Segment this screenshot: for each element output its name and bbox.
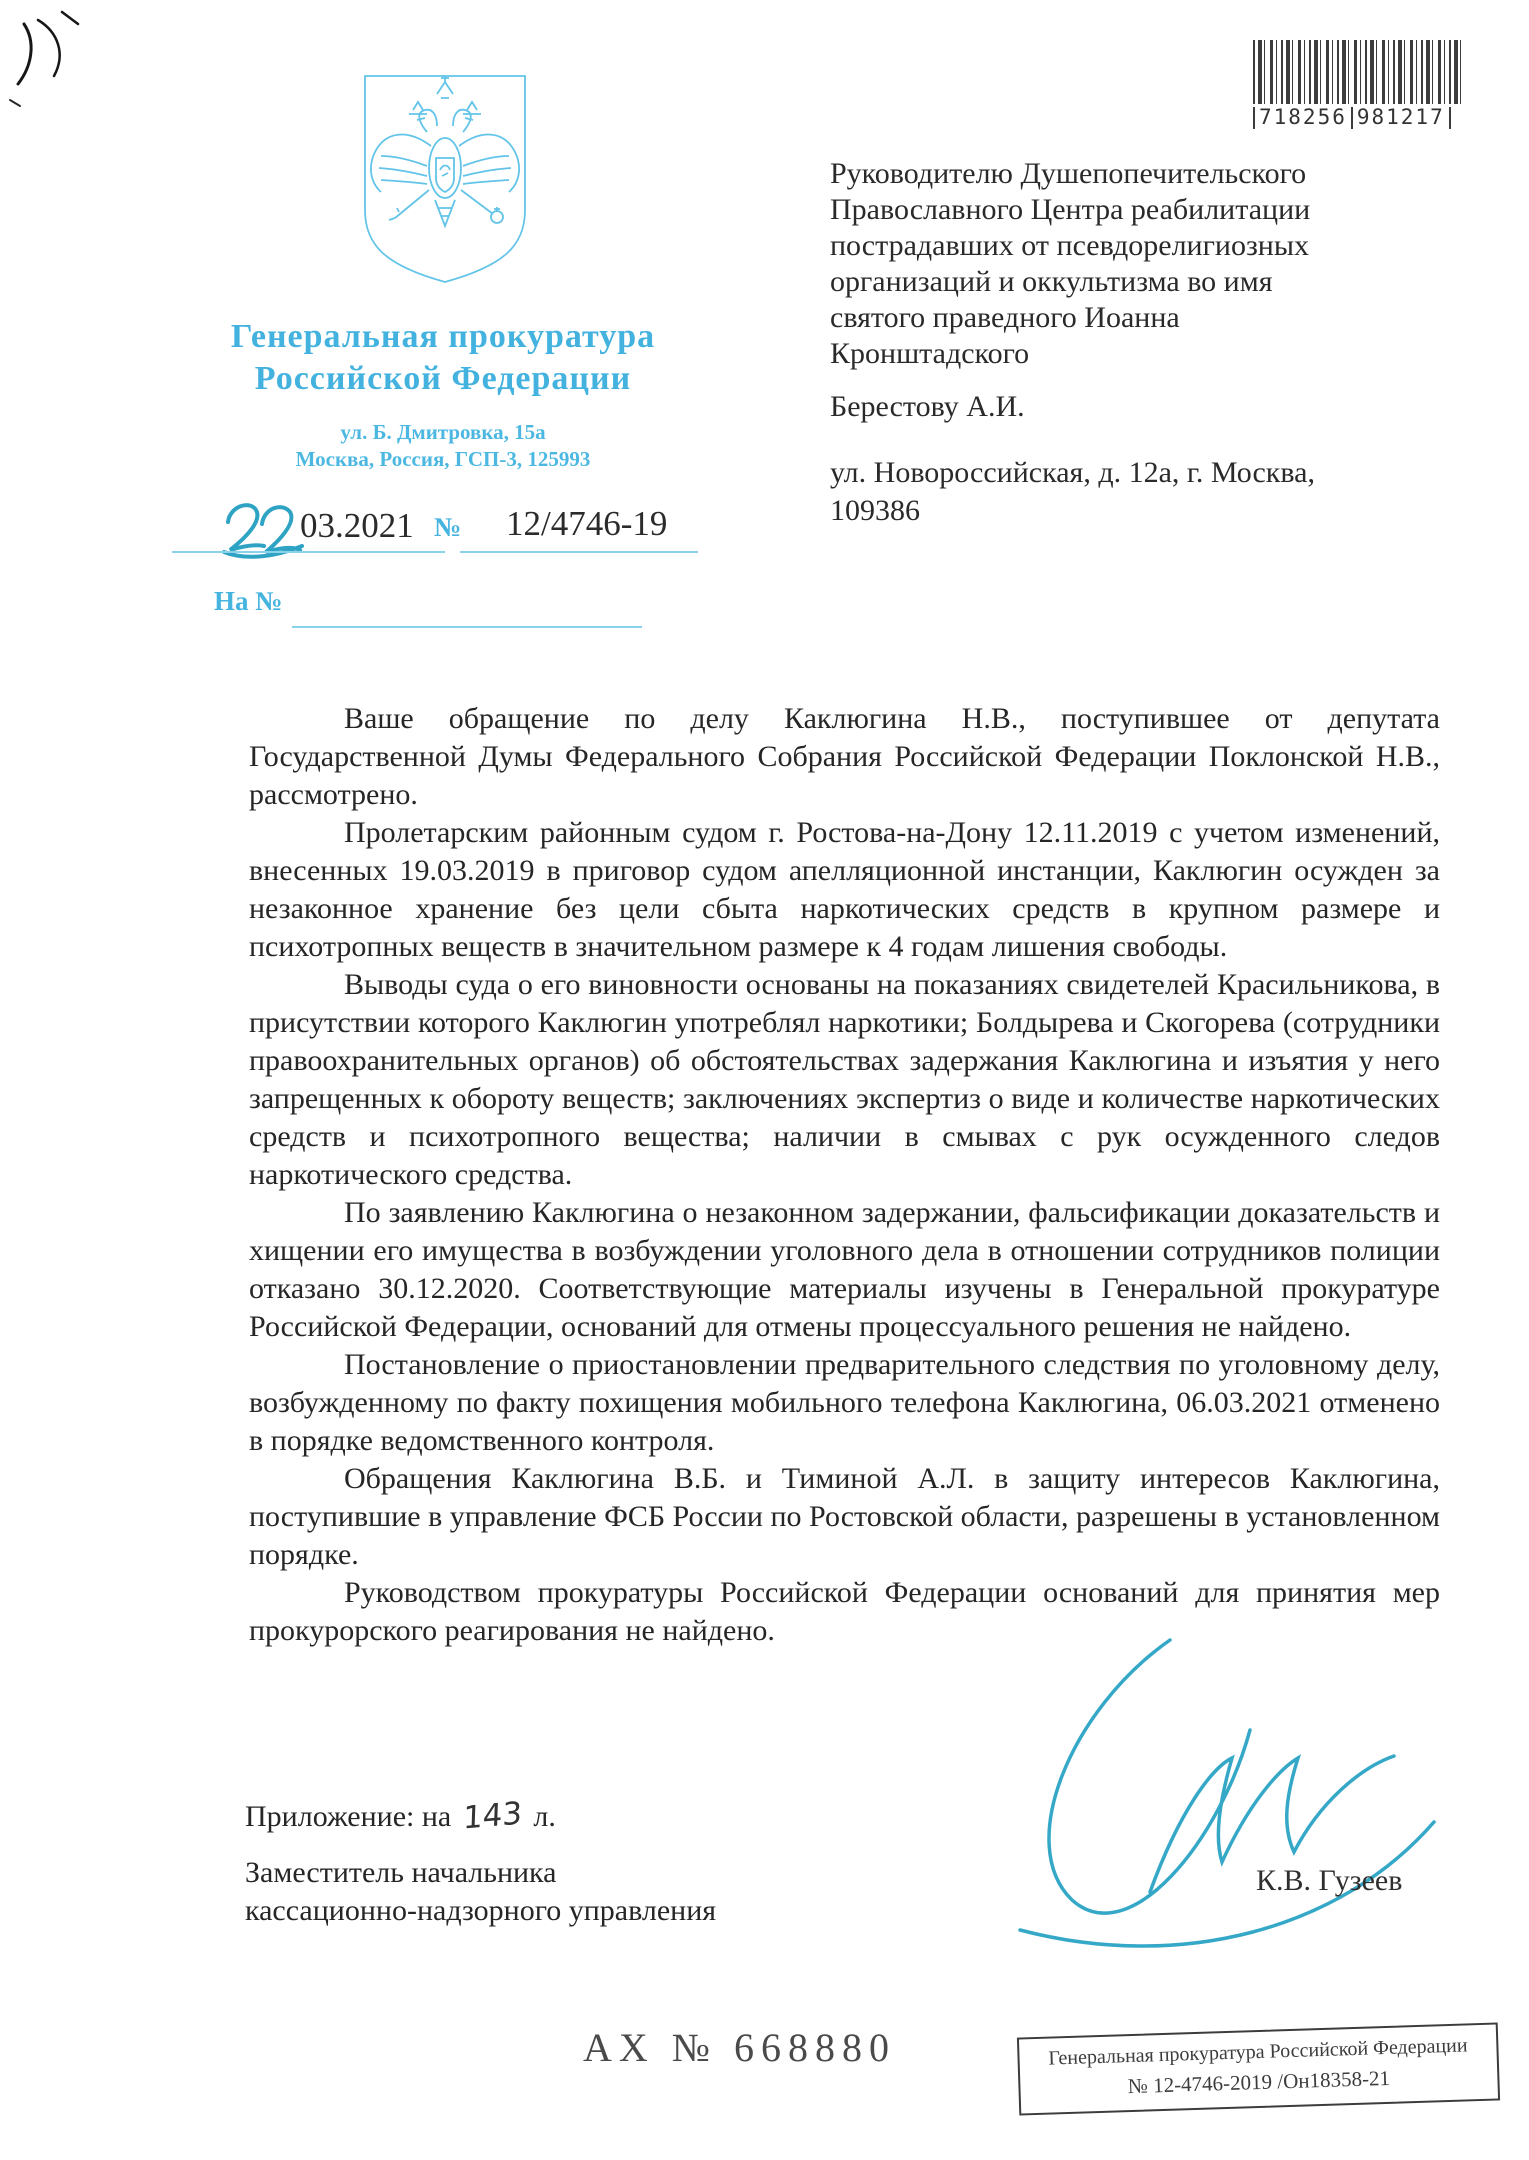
body-paragraph: Постановление о приостановлении предварительного следствия по уголовному делу, возбужденному по факту похищения мобильного телефона Каклюгина, 06.03.2021 отменено в порядке ведомственного контроля. xyxy=(249,1348,1440,1457)
recipient-line: Кронштадского xyxy=(830,337,1030,370)
signer-name: К.В. Гузеев xyxy=(1256,1864,1403,1897)
body-paragraph: Руководством прокуратуры Российской Федерации оснований для принятия мер прокурорского реагирования не найдено. xyxy=(249,1576,1440,1647)
org-address-line2: Москва, Россия, ГСП-3, 125993 xyxy=(295,447,591,471)
barcode-guard-bar xyxy=(1351,107,1353,129)
addressee-name: Берестову А.И. xyxy=(830,390,1025,423)
reply-to-underline xyxy=(292,626,642,628)
recipient-line: святого праведного Иоанна xyxy=(830,301,1180,334)
letter-body xyxy=(249,700,1440,1650)
registry-stamp-number: № 12-4746-2019 /Он18358-21 xyxy=(1127,2065,1391,2099)
recipient-line: организаций и оккультизма во имя xyxy=(830,265,1273,298)
signer-title-line1: Заместитель начальника xyxy=(245,1856,557,1889)
reply-to-label: На № xyxy=(214,586,283,616)
barcode-guard-bar xyxy=(1253,107,1255,129)
date-underline xyxy=(172,551,445,553)
recipient-line: пострадавших от псевдорелигиозных xyxy=(830,229,1310,262)
recipient-address-line2: 109386 xyxy=(830,494,920,527)
registry-stamp-box xyxy=(1017,2022,1500,2115)
attachment-line xyxy=(245,1795,556,1837)
signer-title-line2: кассационно-надзорного управления xyxy=(245,1894,717,1927)
barcode xyxy=(1253,40,1465,129)
org-name-line2: Российской Федерации xyxy=(254,360,632,397)
body-paragraph: Выводы суда о его виновности основаны на показаниях свидетелей Красильникова, в присутствии которого Каклюгин употреблял наркотики; Болдырева и Скогорева (сотрудники правоохранительных органов) об обстоятельствах задержания Каклюгина и изъятия у него запрещенных к обороту веществ; заключениях экспертиз о виде и количестве наркотических средств и психотропного вещества; наличии в смывах с рук осужденного следов наркотического средства. xyxy=(249,968,1440,1191)
body-paragraph: Ваше обращение по делу Каклюгина Н.В., поступившее от депутата Государственной Думы Федерального Собрания Российской Федерации Поклонской Н.В., рассмотрено. xyxy=(249,702,1440,811)
org-name-line1: Генеральная прокуратура xyxy=(230,318,656,355)
body-paragraph: Обращения Каклюгина В.Б. и Тиминой А.Л. в защиту интересов Каклюгина, поступившие в управление ФСБ России по Ростовской области, разрешены в установленном порядке. xyxy=(249,1462,1440,1571)
recipient-block xyxy=(830,156,1430,372)
recipient-line: Руководителю Душепопечительского xyxy=(830,157,1307,190)
coat-of-arms-emblem xyxy=(355,68,535,290)
recipient-address-line1: ул. Новороссийская, д. 12а, г. Москва, xyxy=(830,456,1315,489)
number-sign: № xyxy=(434,512,462,542)
barcode-digits-left: 718256 xyxy=(1259,105,1347,129)
document-number: 12/4746-19 xyxy=(506,504,668,543)
barcode-guard-bar xyxy=(1449,107,1451,129)
registry-stamp-org: Генеральная прокуратура Российской Федерации xyxy=(1048,2034,1468,2070)
handwritten-signature xyxy=(820,1600,1470,1980)
attachment-label: Приложение: на xyxy=(245,1800,452,1833)
attachment-suffix: л. xyxy=(533,1800,556,1833)
barcode-bars xyxy=(1253,40,1465,104)
barcode-digits xyxy=(1253,105,1465,129)
scan-artifact-marks xyxy=(4,4,134,124)
ax-number-stamp: АХ № 668880 xyxy=(583,2025,896,2070)
date-month-year: 03.2021 xyxy=(300,506,414,545)
barcode-digits-right: 981217 xyxy=(1356,105,1445,129)
number-underline xyxy=(460,551,698,553)
org-address-line1: ул. Б. Дмитровка, 15а xyxy=(340,420,546,444)
body-paragraph: По заявлению Каклюгина о незаконном задержании, фальсификации доказательств и хищении его имущества в возбуждении уголовного дела в отношении сотрудников полиции отказано 30.12.2020. Соответствующие материалы изучены в Генеральной прокуратуре Российской Федерации, оснований для отмены процессуального решения не найдено. xyxy=(249,1196,1440,1343)
body-paragraph: Пролетарским районным судом г. Ростова-на-Дону 12.11.2019 с учетом изменений, внесенных 19.03.2019 в приговор судом апелляционной инстанции, Каклюгин осужден за незаконное хранение без цели сбыта наркотических средств в крупном размере и психотропных веществ в значительном размере к 4 годам лишения свободы. xyxy=(249,816,1440,963)
recipient-line: Православного Центра реабилитации xyxy=(830,193,1311,226)
attachment-handwritten-pages: 143 xyxy=(462,1795,523,1837)
